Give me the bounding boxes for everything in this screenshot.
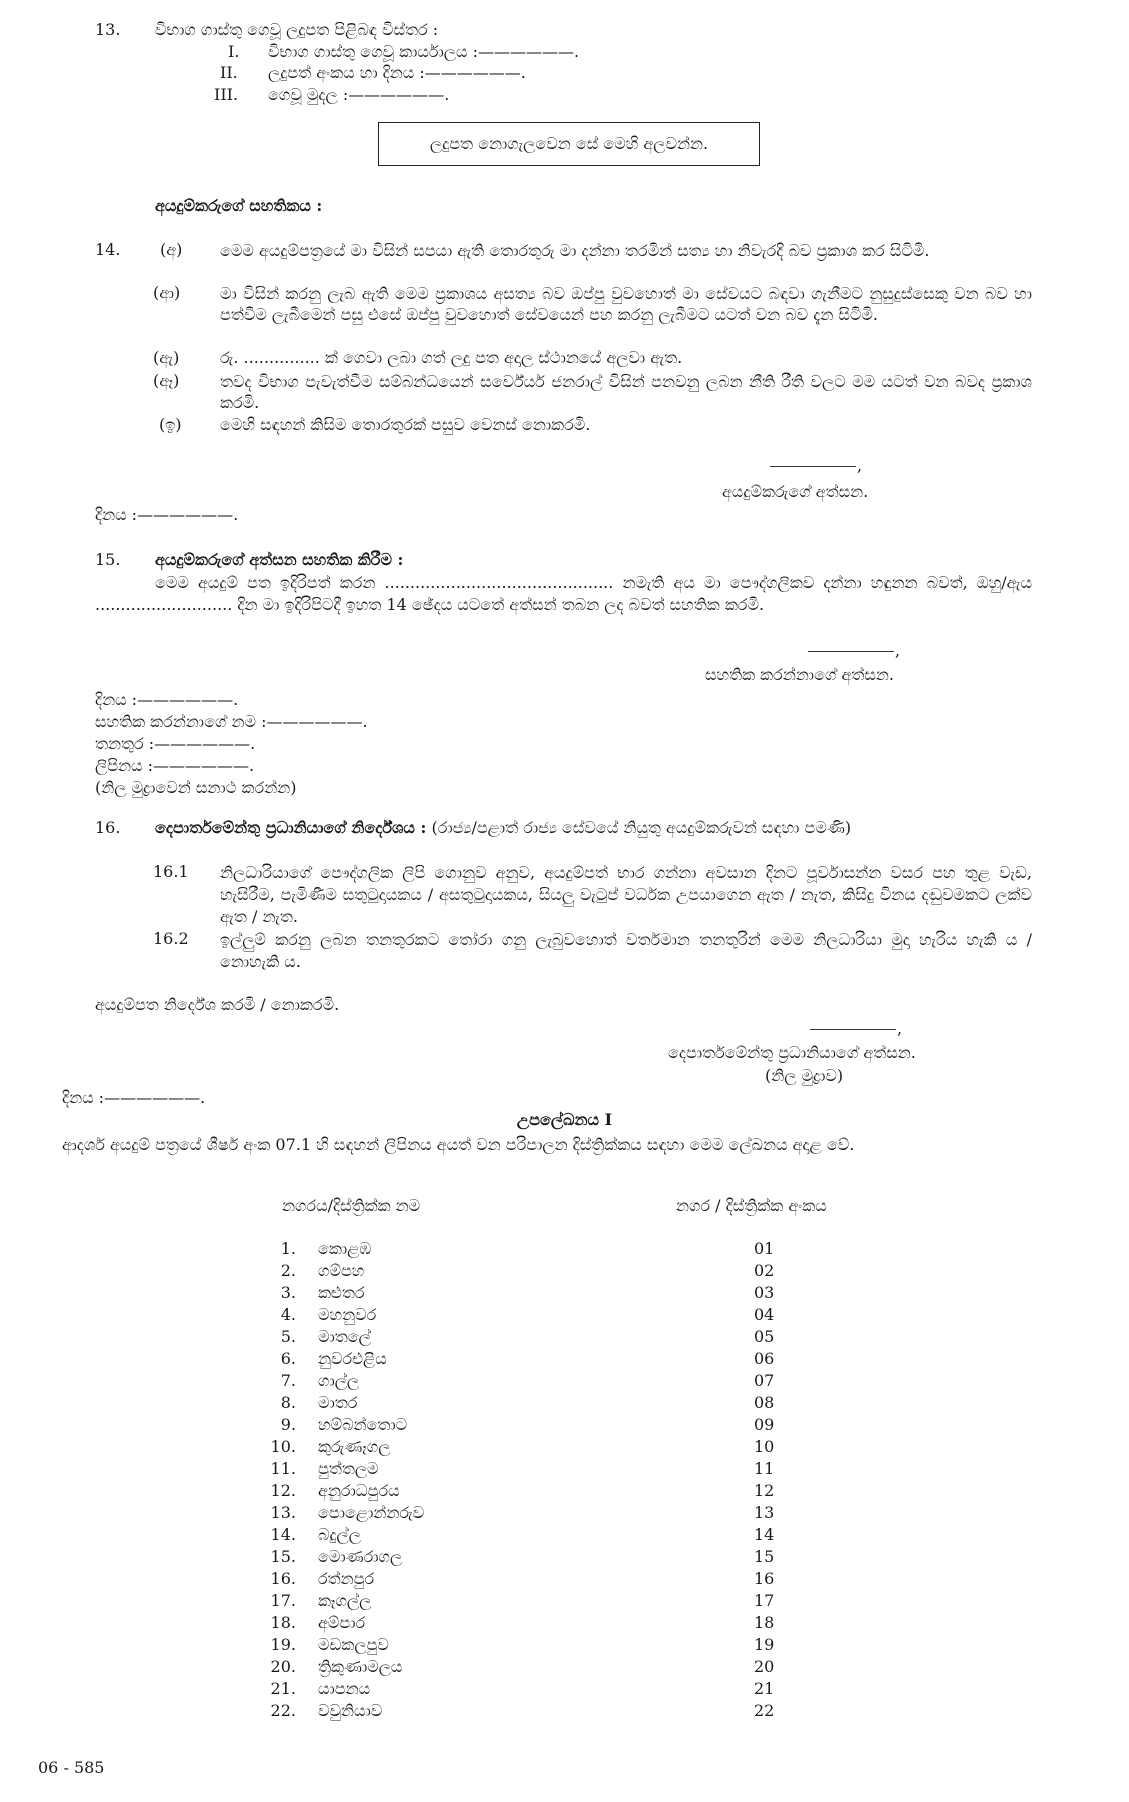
district-name: මඩකලපුව (318, 1635, 389, 1654)
certifier-signature-label: සහතික කරන්නාගේ අත්සන. (705, 665, 894, 684)
certifier-signature-line (808, 651, 894, 652)
cert-item-label: (ඇ) (153, 348, 180, 367)
district-name: මාතලේ (318, 1327, 371, 1346)
district-code: 13 (754, 1503, 775, 1522)
district-code: 21 (754, 1679, 775, 1698)
column-header-code: නගර / දිස්ත්‍රික්ක අංකය (676, 1196, 827, 1215)
table-row (0, 1305, 1129, 1327)
seal-instruction: (නිල මුද්‍රාවෙන් සනාථ කරන්න) (95, 778, 297, 797)
s13-item-number: III. (214, 85, 239, 104)
district-name: වවුනියාව (318, 1701, 383, 1720)
district-name: මහනුවර (318, 1305, 377, 1324)
s16-item-text: ඉල්ලුම් කරනු ලබන තනතුරකට තෝරා ගනු ලැබුවහොත් වර්තමාන තනතුරින් මෙම නිලධාරියා මුදා හැරිය හැකි ය / නොහැකි ය. (220, 930, 1032, 971)
table-row (0, 1635, 1129, 1657)
district-code: 08 (754, 1393, 775, 1412)
district-code: 19 (754, 1635, 775, 1654)
district-name: පොළොන්නරුව (318, 1503, 425, 1522)
cert-item-label: (ඉ) (159, 415, 182, 434)
section-16-heading-line (155, 818, 851, 838)
section-15-heading: අයදුම්කරුගේ අත්සන සහතික කිරීම : (155, 550, 404, 569)
certifier-date-field: දිනය :——————. (95, 690, 239, 709)
cert-item-text: මා විසින් කරනු ලැබ ඇති මෙම ප්‍රකාශය අසත්‍ය බව ඔප්පු වුවහොත් මා සේවයට බඳවා ගැනීමට නුසුදුස්සෙකු වන බව හා පත්වීම ලැබීමෙන් පසු එසේ ඔප්පු වුවහොත් සේවයෙන් පහ කරනු ලැබීමට යටත් වන බව දැන සිටිමි. (220, 284, 1032, 324)
district-code: 02 (754, 1261, 775, 1280)
table-row (0, 1371, 1129, 1393)
district-code: 12 (754, 1481, 775, 1500)
district-number: 2. (280, 1261, 296, 1280)
district-number: 7. (280, 1371, 296, 1390)
cert-item-label: (ආ) (153, 283, 181, 302)
signature-comma: , (857, 456, 863, 475)
certifier-designation-field: තනතුර :——————. (95, 734, 256, 753)
district-code: 11 (754, 1459, 775, 1478)
district-code: 03 (754, 1283, 775, 1302)
district-code: 04 (754, 1305, 775, 1324)
table-row (0, 1525, 1129, 1547)
district-number: 3. (280, 1283, 296, 1302)
district-name: අනුරාධපුරය (318, 1481, 400, 1500)
district-name: ගාල්ල (318, 1371, 360, 1390)
district-number: 1. (280, 1239, 296, 1258)
district-code: 06 (754, 1349, 775, 1368)
signature-comma: , (895, 641, 901, 660)
certifier-address-field: ලිපිනය :——————. (95, 756, 255, 775)
department-head-signature-label: දෙපාර්තමේන්තු ප්‍රධානියාගේ අත්සන. (668, 1043, 916, 1062)
applicant-date-field: දිනය :——————. (95, 505, 239, 524)
table-row (0, 1657, 1129, 1679)
district-number: 22. (270, 1701, 296, 1720)
district-number: 6. (280, 1349, 296, 1368)
district-number: 13. (270, 1503, 296, 1522)
applicant-signature-line (770, 466, 856, 467)
s13-item-number: II. (220, 63, 238, 82)
table-row (0, 1261, 1129, 1283)
district-code: 22 (754, 1701, 775, 1720)
district-name: නුවරඑළිය (318, 1349, 387, 1368)
cert-item-text: මෙම අයදුම්පත්‍රයේ මා විසින් සපයා ඇති තොරතුරු මා දන්නා තරමින් සත්‍ය හා නිවැරදි බව ප්‍රකාශ කර සිටිමි. (220, 241, 930, 260)
recommendation-line: අයදුම්පත නිර්දේශ කරමි / නොකරමි. (95, 995, 340, 1014)
table-row (0, 1591, 1129, 1613)
district-name: බදුල්ල (318, 1525, 361, 1544)
department-head-signature-line (810, 1029, 896, 1030)
page-reference: 06 - 585 (38, 1758, 105, 1777)
official-seal-label: (නිල මුද්‍රාව) (765, 1066, 844, 1085)
district-code: 14 (754, 1525, 775, 1544)
district-number: 4. (280, 1305, 296, 1324)
district-number: 18. (270, 1613, 296, 1632)
schedule-intro: ආදර්ශ අයදුම් පත්‍රයේ ශීර්ෂ අංක 07.1 හි සඳහන් ලිපිනය අයත් වන පරිපාලන දිස්ත්‍රික්කය සඳහා මෙම ලේඛනය අදාළ වේ. (62, 1135, 855, 1154)
district-name: කළුතර (318, 1283, 365, 1302)
attestation-body: මෙම අයදුම් පත ඉදිරිපත් කරන ............................................. නමැති අය මා පෞද්ගලිකව දන්නා හඳුනන බවත්, ඔහු/ඇය ........................... දින මා ඉදිරිපිටදී ඉහත 14 ඡේදය යටතේ අත්සන් තබන ලද බවත් සහතික කරමි. (95, 573, 1032, 614)
receipt-paste-label: ලදුපත නොගැලවෙන සේ මෙහි අලවන්න. (429, 134, 709, 153)
table-row (0, 1679, 1129, 1701)
s13-item-text: ගෙවූ මුදල :——————. (268, 85, 450, 104)
district-name: හම්බන්තොට (318, 1415, 408, 1434)
district-code: 01 (754, 1239, 775, 1258)
district-name: කොළඹ (318, 1239, 372, 1258)
s16-item-text: නිලධාරියාගේ පෞද්ගලික ලිපි ගොනුව අනුව, අයදුම්පත් භාර ගන්නා අවසාන දිනට පූර්වාසන්න වසර පහ තුළ වැඩ, හැසිරීම, පැමිණීම සතුටුදායකය / අසතුටුදායකය, සියලු වැටුප් වර්ධක උපයාගෙන ඇත / නැත, කිසිදු විනය දඬුවමකට ලක්ව ඇත / නැත. (220, 863, 1032, 926)
section-13-number: 13. (95, 20, 121, 39)
table-row (0, 1415, 1129, 1437)
district-number: 21. (270, 1679, 296, 1698)
cert-item-text: තවද විභාග පැවැත්වීම සම්බන්ධයෙන් සර්වේයර් ජනරාල් විසින් පනවනු ලබන නීති රීති වලට මම යටත් වන බවද ප්‍රකාශ කරමි. (220, 372, 1032, 412)
table-row (0, 1239, 1129, 1261)
s13-item-number: I. (228, 42, 240, 61)
district-name: රත්නපුර (318, 1569, 375, 1588)
district-name: කුරුණෑගල (318, 1437, 391, 1456)
district-code: 17 (754, 1591, 775, 1610)
section-16-heading: දෙපාර්තමේන්තු ප්‍රධානියාගේ නිර්දේශය : (155, 818, 427, 837)
table-row (0, 1613, 1129, 1635)
cert-item-text: මෙහි සඳහන් කිසිම තොරතුරක් පසුව වෙනස් නොකරමි. (220, 415, 591, 434)
district-code: 16 (754, 1569, 775, 1588)
section-16-number: 16. (95, 818, 121, 837)
signature-comma: , (897, 1019, 903, 1038)
district-name: පුත්තලම (318, 1459, 379, 1478)
district-number: 16. (270, 1569, 296, 1588)
s13-item-text: විභාග ගාස්තු ගෙවූ කාර්යාලය :——————. (268, 42, 580, 61)
table-row (0, 1283, 1129, 1305)
district-code: 07 (754, 1371, 775, 1390)
district-name: මාතර (318, 1393, 358, 1412)
district-name: අම්පාර (318, 1613, 366, 1632)
table-row (0, 1547, 1129, 1569)
table-row (0, 1481, 1129, 1503)
district-number: 5. (280, 1327, 296, 1346)
table-row (0, 1349, 1129, 1371)
district-name: යාපනය (318, 1679, 371, 1698)
applicant-signature-label: අයදුම්කරුගේ අත්සන. (722, 482, 869, 501)
district-number: 17. (270, 1591, 296, 1610)
district-name: ගම්පහ (318, 1261, 365, 1280)
section-16-note: (රාජ්‍ය/පළාත් රාජ්‍ය සේවයේ නියුතු අයදුම්කරුවන් සඳහා පමණි) (431, 818, 852, 837)
district-number: 20. (270, 1657, 296, 1676)
section-14-number: 14. (95, 240, 121, 259)
district-code: 09 (754, 1415, 775, 1434)
district-number: 11. (270, 1459, 296, 1478)
district-number: 15. (270, 1547, 296, 1566)
s13-item-text: ලදුපත් අංකය හා දිනය :——————. (268, 63, 526, 82)
section-15-number: 15. (95, 550, 121, 569)
district-number: 9. (280, 1415, 296, 1434)
table-row (0, 1569, 1129, 1591)
district-code: 20 (754, 1657, 775, 1676)
district-code: 05 (754, 1327, 775, 1346)
table-row (0, 1701, 1129, 1723)
cert-item-label: (අ) (160, 240, 183, 259)
table-row (0, 1437, 1129, 1459)
district-number: 19. (270, 1635, 296, 1654)
table-row (0, 1327, 1129, 1349)
cert-item-text: රු. ............... ක් ගෙවා ලබා ගත් ලදු පත අදාල ස්ථානයේ අලවා ඇත. (220, 348, 683, 367)
district-code: 18 (754, 1613, 775, 1632)
s16-item-number: 16.1 (153, 862, 189, 881)
district-name: කෑගල්ල (318, 1591, 372, 1610)
table-row (0, 1503, 1129, 1525)
district-number: 12. (270, 1481, 296, 1500)
district-number: 8. (280, 1393, 296, 1412)
column-header-name: නගරය/දිස්ත්‍රික්ක නම (282, 1196, 421, 1215)
section-13-title: විභාග ගාස්තු ගෙවූ ලදුපත පිළිබඳ විස්තර : (155, 20, 439, 39)
cert-item-label: (ඈ) (153, 371, 180, 390)
table-row (0, 1393, 1129, 1415)
schedule-title: උපලේඛනය I (516, 1110, 613, 1129)
applicant-certificate-heading: අයදුම්කරුගේ සහතිකය : (155, 196, 323, 215)
table-row (0, 1459, 1129, 1481)
receipt-paste-box (378, 122, 760, 166)
district-code: 15 (754, 1547, 775, 1566)
district-code: 10 (754, 1437, 775, 1456)
department-head-date-field: දිනය :——————. (62, 1088, 206, 1107)
district-number: 10. (270, 1437, 296, 1456)
district-name: මොණරාගල (318, 1547, 403, 1566)
district-name: ත්‍රිකුණාමලය (318, 1657, 403, 1676)
district-number: 14. (270, 1525, 296, 1544)
s16-item-number: 16.2 (153, 929, 189, 948)
certifier-name-field: සහතික කරන්නාගේ නම :——————. (95, 712, 368, 731)
